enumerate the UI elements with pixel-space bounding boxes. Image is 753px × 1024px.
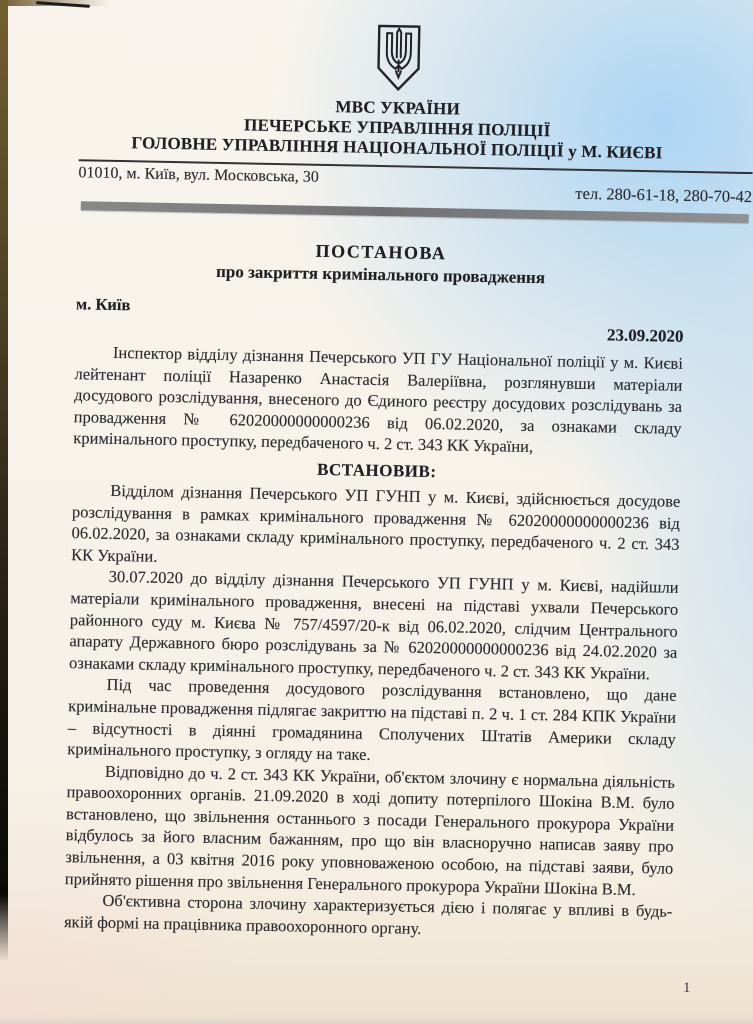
document-city: м. Київ <box>75 294 131 315</box>
police-department-name: ПЕЧЕРСЬКЕ УПРАВЛІННЯ ПОЛІЦІЇ <box>243 115 551 141</box>
document-title: ПОСТАНОВА <box>315 240 447 264</box>
address-line: 01010, м. Київ, вул. Московська, 30 <box>78 164 320 186</box>
document-body <box>64 235 685 944</box>
ministry-name: МВС УКРАЇНИ <box>335 97 461 119</box>
body-paragraph: 30.07.2020 до відділу дізнання Печерського УП ГУНП у м. Києві, надійшли матеріали кримінального провадження, внесені на підставі ухвали Печерського районного суду м. Києва № 757/4597/20-к від 06.02.2020, слідчим Центрального апарату Державного бюро розслідувань за № 62020000000000236 від 24.02.2020 за ознаками складу кримінального проступку, передбаченого ч. 2 ст. 343 КК України. <box>68 567 679 683</box>
page-number: 1 <box>683 980 691 996</box>
document-title-block <box>76 235 685 293</box>
body-paragraph: Відділом дізнання Печерського УП ГУНП у м. Києві, здійснюється досудове розслідування в рамках кримінального провадження № 62020000000000236 від 06.02.2020, за ознаками складу кримінального проступку, передбаченого ч. 2 ст. 343 КК України. <box>70 480 681 566</box>
main-police-department-name: ГОЛОВНЕ УПРАВЛІННЯ НАЦІОНАЛЬНОЇ ПОЛІЦІЇ у М. КИЄВІ <box>131 133 663 163</box>
intro-paragraph: Інспектор відділу дізнання Печерського УП ГУ Національної поліції у м. Києві лейтенант поліції Назаренко Анастасія Валеріївна, розглянувши матеріали досудового розслідування, внесеного до Єдиного реєстру досудових розслідувань за провадження № 62020000000000236 від 06.02.2020, за ознаками складу кримінального проступку, передбаченого ч. 2 ст. 343 КК України, <box>73 342 684 457</box>
body-paragraph: Під час проведення досудового розслідування встановлено, що дане кримінальне провадження підлягає закриттю на підставі п. 2 ч. 1 ст. 284 КПК України – відсутності в діянні громадянина Сполучених Штатів Америки складу кримінального проступку, з огляду на таке. <box>67 675 677 765</box>
document-date: 23.09.2020 <box>606 325 684 346</box>
letterhead <box>78 18 753 222</box>
document-meta <box>75 294 684 347</box>
coat-of-arms-icon <box>375 24 422 93</box>
established-heading: ВСТАНОВИВ: <box>316 459 437 482</box>
phone-line: тел. 280-61-18, 280-70-42 <box>575 183 753 207</box>
document-subtitle: про закриття кримінального провадження <box>215 261 546 288</box>
body-paragraph: Об'єктивна сторона злочину характеризується дією і полягає у впливі в будь-якій формі на працівника правоохоронного органу. <box>63 891 673 938</box>
body-paragraph: Відповідно до ч. 2 ст. 343 КК України, об'єктом злочину є нормальна діяльність правоохоронних органів. 21.09.2020 в ході допиту потерпілого Шокіна В.М. було встановлено, що звільнення останнього з посади Генерального прокурора України відбулось за його власним бажанням, про що він власноручно написав заяву про звільнення, а 03 квітня 2016 року уповноваженою особою, на підставі заяви, було прийнято рішення про звільнення Генерального прокурора України Шокіна В.М. <box>64 761 676 899</box>
